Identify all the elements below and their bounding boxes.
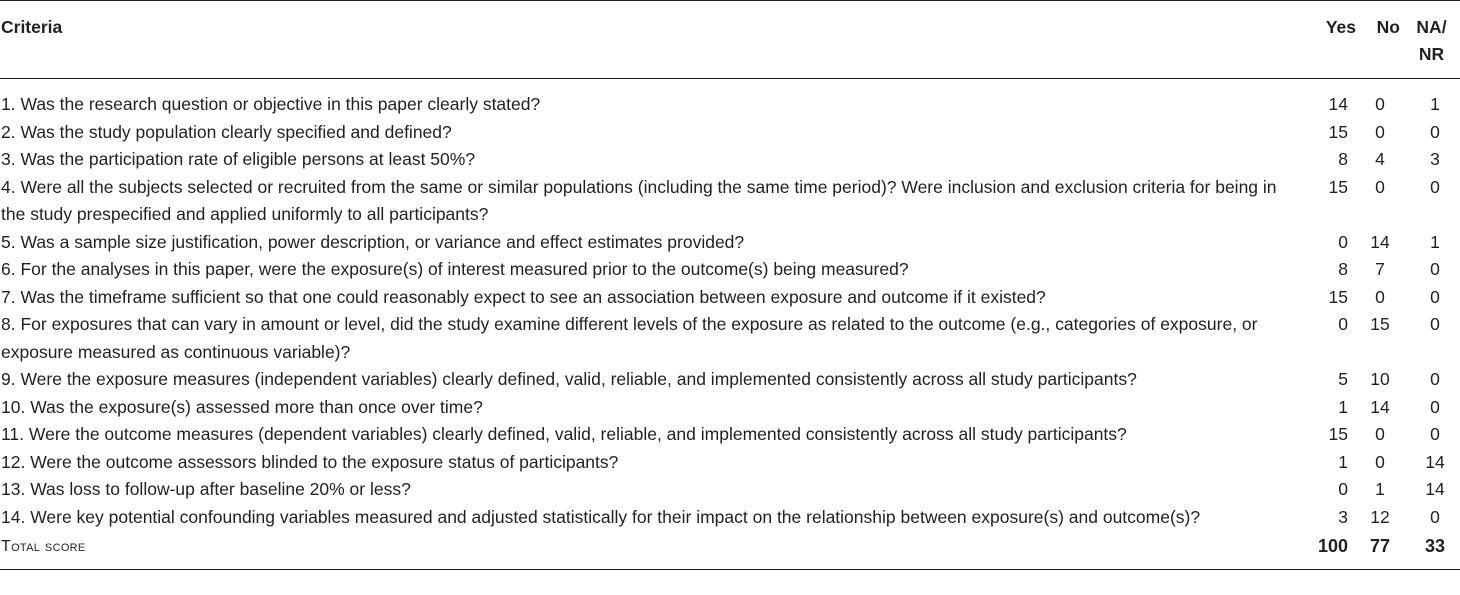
table-row [0, 256, 1460, 284]
header-criteria: Criteria [0, 1, 1300, 79]
table-row [0, 119, 1460, 147]
header-no: No [1358, 1, 1402, 79]
header-yes: Yes [1300, 1, 1358, 79]
criteria-cell: 7. Was the timeframe sufficient so that one could reasonably expect to see an association between exposure and outcome if it existed? [1, 286, 1046, 307]
total-no: 77 [1358, 531, 1402, 569]
yes-cell: 0 [1338, 231, 1348, 252]
no-cell: 0 [1375, 176, 1385, 197]
criteria-cell: 6. For the analyses in this paper, were the exposure(s) of interest measured prior to the outcome(s) being measured? [1, 259, 909, 279]
yes-cell: 0 [1338, 479, 1348, 499]
table-row [0, 366, 1460, 394]
na-cell: 0 [1430, 121, 1440, 142]
criteria-cell: 10. Was the exposure(s) assessed more than once over time? [1, 396, 483, 417]
no-cell: 0 [1375, 94, 1385, 114]
header-na-nr: NA/ NR [1402, 1, 1460, 79]
table-body [0, 79, 1460, 570]
yes-cell: 1 [1338, 396, 1348, 417]
criteria-cell: 2. Was the study population clearly specified and defined? [1, 121, 452, 142]
no-cell: 1 [1375, 479, 1385, 499]
yes-cell: 8 [1338, 149, 1348, 169]
header-row [0, 1, 1460, 79]
yes-cell: 1 [1338, 451, 1348, 472]
no-cell: 0 [1375, 451, 1385, 472]
no-cell: 0 [1375, 286, 1385, 307]
total-score-label: Total score [0, 531, 1300, 569]
no-cell: 0 [1375, 121, 1385, 142]
no-cell: 0 [1375, 424, 1385, 444]
yes-cell: 15 [1328, 121, 1348, 142]
na-cell: 0 [1430, 424, 1440, 444]
table-row [0, 421, 1460, 449]
table-row [0, 311, 1460, 366]
yes-cell: 15 [1328, 424, 1348, 444]
yes-cell: 8 [1338, 259, 1348, 279]
table-row [0, 79, 1460, 119]
no-cell: 12 [1370, 506, 1390, 527]
table-header [0, 1, 1460, 79]
criteria-cell: 12. Were the outcome assessors blinded to the exposure status of participants? [1, 451, 619, 472]
criteria-cell: 8. For exposures that can vary in amount or level, did the study examine different levels of the exposure as related to the outcome (e.g., categories of exposure, or exposure measured as continuous variable)? [1, 314, 1258, 362]
total-score-row [0, 531, 1460, 569]
na-cell: 0 [1430, 314, 1440, 334]
na-cell: 0 [1430, 369, 1440, 389]
na-cell: 0 [1430, 176, 1440, 197]
no-cell: 7 [1375, 259, 1385, 279]
na-cell: 0 [1430, 506, 1440, 527]
criteria-cell: 3. Was the participation rate of eligible persons at least 50%? [1, 149, 476, 169]
no-cell: 10 [1370, 369, 1390, 389]
table-row [0, 284, 1460, 312]
table-row [0, 174, 1460, 229]
table-row [0, 394, 1460, 422]
na-cell: 0 [1430, 286, 1440, 307]
na-cell: 0 [1430, 396, 1440, 417]
table-row [0, 476, 1460, 504]
na-cell: 14 [1425, 451, 1445, 472]
na-cell: 0 [1430, 259, 1440, 279]
na-cell: 14 [1425, 479, 1445, 499]
na-cell: 1 [1430, 231, 1440, 252]
no-cell: 14 [1370, 231, 1390, 252]
criteria-cell: 4. Were all the subjects selected or recruited from the same or similar populations (including the same time period)? Were inclusion and exclusion criteria for being in the study prespecified and applied uniformly to all participants? [1, 176, 1277, 224]
yes-cell: 15 [1328, 176, 1348, 197]
table-row [0, 146, 1460, 174]
no-cell: 15 [1370, 314, 1390, 334]
no-cell: 14 [1370, 396, 1390, 417]
table-row [0, 449, 1460, 477]
criteria-cell: 1. Was the research question or objective in this paper clearly stated? [1, 94, 541, 114]
criteria-cell: 9. Were the exposure measures (independent variables) clearly defined, valid, reliable, and implemented consistently across all study participants? [1, 369, 1137, 389]
criteria-cell: 5. Was a sample size justification, power description, or variance and effect estimates provided? [1, 231, 745, 252]
table-row [0, 229, 1460, 257]
table-row [0, 504, 1460, 532]
yes-cell: 3 [1338, 506, 1348, 527]
total-na: 33 [1402, 531, 1460, 569]
criteria-cell: 11. Were the outcome measures (dependent variables) clearly defined, valid, reliable, and implemented consistently across all study participants? [1, 424, 1127, 444]
yes-cell: 5 [1338, 369, 1348, 389]
total-yes: 100 [1300, 531, 1358, 569]
na-cell: 1 [1430, 94, 1440, 114]
criteria-cell: 14. Were key potential confounding variables measured and adjusted statistically for their impact on the relationship between exposure(s) and outcome(s)? [1, 506, 1201, 527]
yes-cell: 14 [1328, 94, 1348, 114]
na-cell: 3 [1430, 149, 1440, 169]
criteria-cell: 13. Was loss to follow-up after baseline 20% or less? [1, 479, 411, 499]
yes-cell: 15 [1328, 286, 1348, 307]
no-cell: 4 [1375, 149, 1385, 169]
yes-cell: 0 [1338, 314, 1348, 334]
